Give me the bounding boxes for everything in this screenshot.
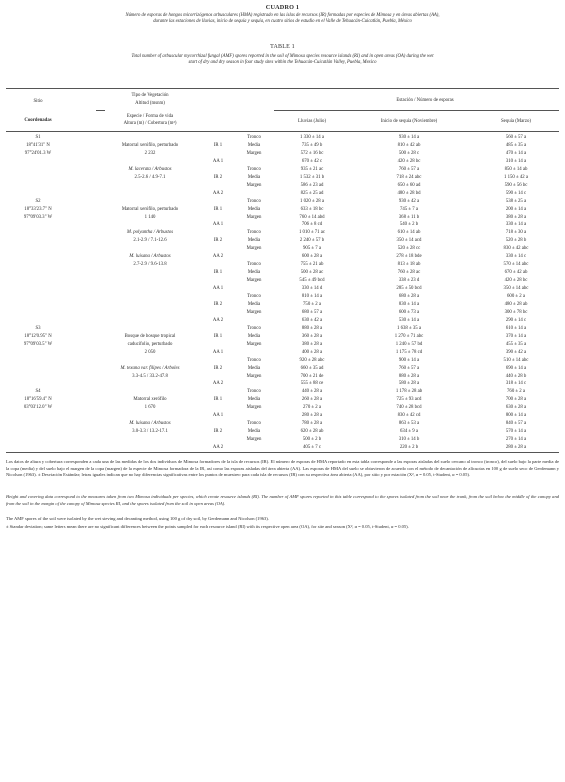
ir-cell: AA 2 [212, 381, 224, 387]
lluvias-cell: 680 ± 57 a [301, 309, 323, 315]
posicion-cell: Tronco [247, 325, 261, 331]
posicion-cell: Media [247, 365, 261, 371]
posicion-cell: Margen [246, 437, 262, 443]
posicion-cell: Margen [246, 405, 262, 411]
ir-cell: IR 2 [213, 429, 223, 435]
lluvias-cell: 1 020 ± 28 a [300, 198, 324, 204]
header-estacion: Estación / Número de esporas [396, 98, 454, 103]
lluvias-cell: 500 ± 28 ac [300, 270, 324, 276]
lluvias-cell: 405 ± 7 c [303, 445, 321, 451]
inicio-sequia-cell: 718 ± 24 abc [396, 174, 422, 180]
posicion-cell: Media [247, 238, 261, 244]
english-caption-line-2: start of dry and dry season in four study sites within the Tehuacán-Cuicatlán Valley, Puebla, Mexico [188, 60, 377, 66]
posicion-cell: Margen [246, 309, 262, 315]
sequia-cell: 380 ± 28 a [505, 214, 527, 220]
lluvias-cell: 400 ± 28 a [301, 349, 323, 355]
sequia-cell: 1 150 ± 42 a [504, 174, 528, 180]
lluvias-cell: 380 ± 28 a [301, 341, 323, 347]
sequia-cell: 760 ± 2 a [507, 389, 525, 395]
lluvias-cell: 810 ± 14 a [301, 294, 323, 299]
lluvias-cell: 670 ± 42 c [301, 158, 323, 164]
tipo-cell: Matorral xerófilo, perturbado [121, 142, 179, 148]
inicio-sequia-cell: 634 ± 9 a [400, 429, 418, 435]
sitio-cell: 18°12'0.95" N [24, 333, 52, 339]
table-bottom-rule [6, 452, 559, 453]
lluvias-cell: 280 ± 28 a [301, 413, 323, 419]
lluvias-cell: 780 ± 28 a [301, 421, 323, 427]
inicio-sequia-cell: 610 ± 14 ab [397, 230, 421, 236]
inicio-sequia-cell: 310 ± 14 b [398, 437, 420, 443]
inicio-sequia-cell: 285 ± 50 bcd [396, 286, 422, 292]
posicion-cell: Tronco [247, 262, 261, 268]
lluvias-cell: 2 240 ± 57 b [299, 238, 325, 244]
header-sequia: Sequía (Marzo) [501, 119, 531, 124]
notes-english-3: ± Standar deviation; same letters mean there are no significant differences between the points sampled for each resource island (RI) with its respective open area (OA), for site and season (X², α = 0.05, t-Student, α = 0.05). [6, 524, 409, 529]
lluvias-cell: 825 ± 25 ad [300, 190, 324, 196]
tipo-cell: 2.5-2.6 / 4.9-7.1 [134, 174, 166, 180]
lluvias-cell: 750 ± 2 a [303, 301, 321, 307]
ir-cell: AA 2 [212, 445, 224, 451]
sitio-cell: 97°09'03.5" W [23, 341, 53, 347]
notes-english-2: The AMF spores of the soil were isolated by the wet sieving and decanting method, using 100 g of dry soil, by Gerdemann and Nicolson (1963). [6, 516, 269, 521]
inicio-sequia-cell: 220 ± 2 b [399, 445, 419, 451]
posicion-cell: Margen [246, 214, 262, 220]
header-lluvias: Lluvias (Julio) [297, 119, 327, 124]
posicion-cell: Tronco [247, 198, 261, 204]
posicion-cell: Media [247, 333, 261, 339]
sequia-cell: 590 ± 14 c [505, 190, 527, 196]
inicio-sequia-cell: 1 270 ± 71 abc [394, 333, 424, 339]
posicion-cell: Media [247, 301, 261, 307]
tipo-cell: 3.0-3.3 / 13.2-17.1 [132, 429, 168, 435]
sequia-cell: 800 ± 14 a [505, 413, 527, 419]
inicio-sequia-cell: 1 178 ± 28 ab [395, 389, 423, 395]
inicio-sequia-cell: 760 ± 28 ac [397, 270, 421, 276]
notes-spanish: Los datos de altura y cobertura corresponden a cada una de las medidas de los dos individuos de Mimosa formadores de la isla de recursos (IR). El número de esporas de HMA reportado en esta tabla corresponde a las esporas aisladas del suelo cercano al tronco (tronco), del suelo bajo la parte media de la copa (media) y del suelo bajo el margen de la copa (margen) de la especie de Mimosa formadora de la IR, así como las esporas aisladas del área abierta (AA). Las esporas de HMA del suelo se obtuvieron de acuerdo con el método de decantación de alícuotas en 100 g de suelo seco de Gerdemann y Nicolson (1963). ± Desviación Estándar; letras iguales indican que no hay diferencias significativas entre los puntos de muestreo para cada isla de recursos (IR) con su respectiva área abierta (AA), por sitio y por estación (X², α = 0.05, t-Student, α = 0.05). [6, 459, 559, 478]
sequia-cell: 570 ± 14 abc [503, 262, 529, 268]
sitio-cell: 18°41'31" N [26, 142, 50, 148]
posicion-cell: Tronco [247, 294, 261, 299]
tipo-cell: 3.3-4.5 / 33.2-47.8 [132, 373, 168, 379]
ir-cell: AA 1 [212, 413, 224, 419]
sequia-cell: 570 ± 14 a [505, 429, 527, 435]
inicio-sequia-cell: 1 175 ± 78 cd [395, 349, 423, 355]
lluvias-cell: 735 ± 49 b [301, 142, 323, 148]
sequia-cell: 270 ± 14 a [505, 437, 527, 443]
posicion-cell: Margen [246, 182, 262, 188]
inicio-sequia-cell: 600 ± 73 a [398, 309, 420, 315]
tipo-cell: Matorral xerófilo [133, 397, 167, 403]
inicio-sequia-cell: 760 ± 57 a [398, 365, 420, 371]
ir-cell: AA 2 [212, 317, 224, 323]
posicion-cell: Tronco [247, 357, 261, 363]
inicio-sequia-cell: 368 ± 11 b [398, 214, 420, 220]
ir-cell: AA 2 [212, 254, 224, 260]
inicio-sequia-cell: 900 ± 14 a [398, 357, 420, 363]
posicion-cell: Media [247, 429, 261, 435]
sequia-cell: 850 ± 14 ab [504, 166, 528, 172]
posicion-cell: Margen [246, 150, 262, 156]
lluvias-cell: 270 ± 2 a [303, 405, 321, 411]
lluvias-cell: 1 010 ± 71 ac [298, 230, 326, 236]
header-sitio: Sitio [33, 99, 43, 104]
posicion-cell: Tronco [247, 135, 261, 140]
lluvias-cell: 706 ± 8 cd [301, 222, 323, 228]
header-bottom-rule [6, 131, 559, 132]
lluvias-cell: 633 ± 18 bc [300, 206, 324, 212]
inicio-sequia-cell: 760 ± 57 a [398, 166, 420, 172]
posicion-cell: Media [247, 174, 261, 180]
ir-cell: IR 1 [213, 206, 223, 212]
sequia-cell: 310 ± 14 a [505, 158, 527, 164]
inicio-sequia-cell: 810 ± 42 ab [397, 142, 421, 148]
ir-cell: IR 1 [213, 142, 223, 148]
sequia-cell: 690 ± 14 a [505, 365, 527, 371]
sitio-cell: S1 [35, 135, 41, 140]
sequia-cell: 718 ± 30 a [505, 230, 527, 236]
tipo-cell: M. texana var. filipes / Arboles [120, 365, 180, 371]
sequia-cell: 560 ± 57 a [505, 135, 527, 140]
inicio-sequia-cell: 745 ± 7 a [400, 206, 418, 212]
lluvias-cell: 920 ± 28 abc [299, 357, 325, 363]
sitio-cell: S3 [35, 325, 41, 331]
lluvias-cell: 555 ± 88 ce [300, 381, 324, 387]
lluvias-cell: 440 ± 28 a [301, 389, 323, 395]
sequia-cell: 350 ± 14 abc [503, 286, 529, 292]
tipo-cell: 1 670 [144, 405, 156, 411]
posicion-cell: Margen [246, 341, 262, 347]
ir-cell: IR 1 [213, 333, 223, 339]
ir-cell: IR 2 [213, 174, 223, 180]
lluvias-cell: 260 ± 28 a [301, 397, 323, 403]
lluvias-cell: 700 ± 21 de [300, 373, 324, 379]
sequia-cell: 330 ± 14 c [505, 254, 527, 260]
tipo-cell: M. polyantha / Arbustos [126, 230, 174, 236]
tipo-cell: M. lacerata / Arbustos [128, 166, 172, 172]
lluvias-cell: 586 ± 23 ad [300, 182, 324, 188]
sequia-cell: 485 ± 35 a [505, 142, 527, 148]
sitio-cell: S4 [35, 389, 41, 395]
notes-english-1: Height and covering data correspond to the measures taken from two Mimosa individuals per species, which create resource islands (RI). The number of AMF spores reported in this table correspond to the spores isolated from the soil near the trunk, from the soil below the middle of the canopy and from the soil in the margin of the canopy of Mimosa species RI, and the spores isolated from the soil in open areas (OA). [6, 494, 559, 506]
inicio-sequia-cell: 813 ± 18 ab [397, 262, 421, 268]
sequia-cell: 390 ± 42 a [505, 349, 527, 355]
inicio-sequia-cell: 500 ± 28 c [398, 150, 420, 156]
ir-cell: AA 1 [212, 222, 224, 228]
sequia-cell: 830 ± 42 abc [503, 246, 529, 252]
inicio-sequia-cell: 480 ± 28 bd [397, 190, 421, 196]
inicio-sequia-cell: 350 ± 14 acd [396, 238, 422, 244]
lluvias-cell: 600 ± 28 a [301, 254, 323, 260]
inicio-sequia-cell: 540 ± 2 b [399, 222, 419, 228]
lluvias-cell: 935 ± 21 ac [300, 166, 324, 172]
inicio-sequia-cell: 420 ± 28 bc [397, 158, 421, 164]
sequia-cell: 330 ± 14 a [505, 222, 527, 228]
posicion-cell: Tronco [247, 230, 261, 236]
sequia-cell: 280 ± 28 a [505, 445, 527, 451]
sequia-cell: 670 ± 42 ab [504, 270, 528, 276]
cuadro-label: CUADRO 1 [265, 4, 300, 11]
ir-cell: AA 2 [212, 190, 224, 196]
inicio-sequia-cell: 725 ± 93 acd [396, 397, 422, 403]
sequia-cell: 610 ± 14 a [505, 325, 527, 331]
sequia-cell: 510 ± 14 abc [503, 357, 529, 363]
inicio-sequia-cell: 520 ± 28 cc [397, 246, 421, 252]
lluvias-cell: 1 330 ± 14 a [300, 135, 324, 140]
posicion-cell: Tronco [247, 389, 261, 395]
posicion-cell: Margen [246, 246, 262, 252]
table-label: TABLE 1 [270, 44, 295, 50]
header-altitud: Altitud (msnm) [135, 101, 165, 106]
inicio-sequia-cell: 930 ± 14 a [398, 135, 420, 140]
sequia-cell: 470 ± 14 a [505, 150, 527, 156]
header-especie-forma: Especie / Forma de vida [126, 114, 174, 119]
posicion-cell: Tronco [247, 166, 261, 172]
tipo-cell: 2 232 [144, 150, 156, 156]
tipo-cell: 2.1-2.9 / 7.1-12.6 [133, 238, 167, 244]
tipo-cell: 2 050 [144, 349, 156, 355]
posicion-cell: Margen [246, 278, 262, 284]
inicio-sequia-cell: 880 ± 28 a [398, 373, 420, 379]
header-altura-cobertura: Altura (m) / Cobertura (m²) [123, 121, 177, 126]
posicion-cell: Tronco [247, 421, 261, 427]
header-coordenadas: Coordenadas [24, 118, 52, 123]
lluvias-cell: 905 ± 7 a [303, 246, 321, 252]
header-inicio-sequia: Inicio de sequía (Noviembre) [380, 119, 438, 124]
sequia-cell: 455 ± 35 a [505, 341, 527, 347]
sequia-cell: 370 ± 14 a [505, 333, 527, 339]
inicio-sequia-cell: 1 240 ± 57 bd [395, 341, 423, 347]
sitio-cell: S2 [35, 198, 41, 204]
english-caption [6, 54, 559, 67]
sequia-cell: 520 ± 28 b [505, 238, 527, 244]
inicio-sequia-cell: 650 ± 60 ad [397, 182, 421, 188]
header-tipo-vegetacion: Tipo de Vegetación [131, 93, 169, 98]
inicio-sequia-cell: 338 ± 23 d [398, 278, 420, 284]
lluvias-cell: 620 ± 28 ab [300, 429, 324, 435]
header-tipo-rule [96, 110, 105, 111]
spanish-caption-line-2: durante las estaciones de lluvias, inicio de sequía y sequía, en cuatro sitios de estudio en el Valle de Tehuacán-Cuicatlán, Puebla, México [153, 19, 412, 25]
inicio-sequia-cell: 830 ± 42 cd [397, 413, 421, 419]
sequia-cell: 420 ± 28 bc [504, 278, 528, 284]
tipo-cell: 2.7-2.9 / 9.6-13.8 [133, 262, 167, 268]
posicion-cell: Media [247, 397, 261, 403]
posicion-cell: Media [247, 270, 261, 276]
lluvias-cell: 500 ± 2 b [302, 437, 322, 443]
header-estacion-rule [274, 110, 559, 111]
inicio-sequia-cell: 863 ± 53 a [398, 421, 420, 427]
spanish-caption [6, 13, 559, 26]
tipo-cell: M. luisana / Arbustos [129, 421, 171, 427]
posicion-cell: Margen [246, 373, 262, 379]
tipo-cell: 1 140 [144, 214, 156, 220]
sequia-cell: 538 ± 25 a [505, 198, 527, 204]
english-caption-line-1: Total number of arbuscular mycorrhizal fungal (AMF) spores reported in the soil of Mimosa species resource islands (RI) and in open areas (OA) during the wet [131, 54, 434, 59]
inicio-sequia-cell: 830 ± 14 a [398, 301, 420, 307]
inicio-sequia-cell: 278 ± 18 bde [396, 254, 422, 260]
ir-cell: AA 1 [212, 158, 224, 164]
ir-cell: IR 1 [213, 397, 223, 403]
tipo-cell: caducifolio, perturbado [127, 341, 173, 347]
ir-cell: AA 1 [212, 286, 224, 292]
sequia-cell: 300 ± 78 bc [504, 309, 528, 315]
inicio-sequia-cell: 740 ± 28 bcd [396, 405, 422, 411]
sitio-cell: 97°24'01.3 W [24, 150, 52, 156]
tipo-cell: Bosque de bosque tropical [124, 333, 176, 339]
inicio-sequia-cell: 530 ± 14 a [398, 317, 420, 323]
sequia-cell: 840 ± 57 a [505, 421, 527, 427]
lluvias-cell: 630 ± 42 a [301, 317, 323, 323]
lluvias-cell: 760 ± 14 abd [299, 214, 325, 220]
sequia-cell: 630 ± 28 a [505, 405, 527, 411]
posicion-cell: Media [247, 206, 261, 212]
lluvias-cell: 755 ± 21 ab [300, 262, 324, 268]
sequia-cell: 200 ± 14 a [505, 206, 527, 212]
lluvias-cell: 1 532 ± 31 b [299, 174, 325, 180]
posicion-cell: Media [247, 142, 261, 148]
sitio-cell: 03°03'12.0" W [23, 405, 53, 411]
lluvias-cell: 545 ± 49 bcd [299, 278, 325, 284]
sequia-cell: 440 ± 28 b [505, 373, 527, 379]
lluvias-cell: 572 ± 16 bc [300, 150, 324, 156]
spanish-caption-line-1: Número de esporas de hongos micorrizógenos arbusculares (HMA) registrado en las islas de recursos (IR) formadas por especies de Mimosa y en áreas abiertas (AA), [125, 13, 440, 18]
sitio-cell: 97°09'03.3" W [23, 214, 53, 220]
lluvias-cell: 880 ± 28 a [301, 325, 323, 331]
sequia-cell: 318 ± 14 c [505, 381, 527, 387]
sequia-cell: 290 ± 14 c [505, 317, 527, 323]
lluvias-cell: 330 ± 14 d [301, 286, 323, 292]
sequia-cell: 480 ± 28 ab [504, 301, 528, 307]
inicio-sequia-cell: 930 ± 42 a [398, 198, 420, 204]
ir-cell: IR 2 [213, 238, 223, 244]
sequia-cell: 600 ± 2 a [507, 294, 525, 299]
ir-cell: IR 1 [213, 270, 223, 276]
sitio-cell: 18°16'59.4" N [24, 397, 52, 403]
ir-cell: IR 2 [213, 301, 223, 307]
inicio-sequia-cell: 580 ± 28 a [398, 381, 420, 387]
table-top-rule [6, 88, 559, 89]
sitio-cell: 18°33'23.7" N [24, 206, 52, 212]
inicio-sequia-cell: 1 638 ± 35 a [397, 325, 421, 331]
sequia-cell: 590 ± 56 bc [504, 182, 528, 188]
ir-cell: IR 2 [213, 365, 223, 371]
lluvias-cell: 660 ± 35 ad [300, 365, 324, 371]
tipo-cell: Matorral xerófilo, perturbado [121, 206, 179, 212]
tipo-cell: M. luisana / Arbustos [129, 254, 171, 260]
sequia-cell: 700 ± 28 a [505, 397, 527, 403]
lluvias-cell: 360 ± 28 a [301, 333, 323, 339]
ir-cell: AA 1 [212, 349, 224, 355]
inicio-sequia-cell: 680 ± 28 a [398, 294, 420, 299]
